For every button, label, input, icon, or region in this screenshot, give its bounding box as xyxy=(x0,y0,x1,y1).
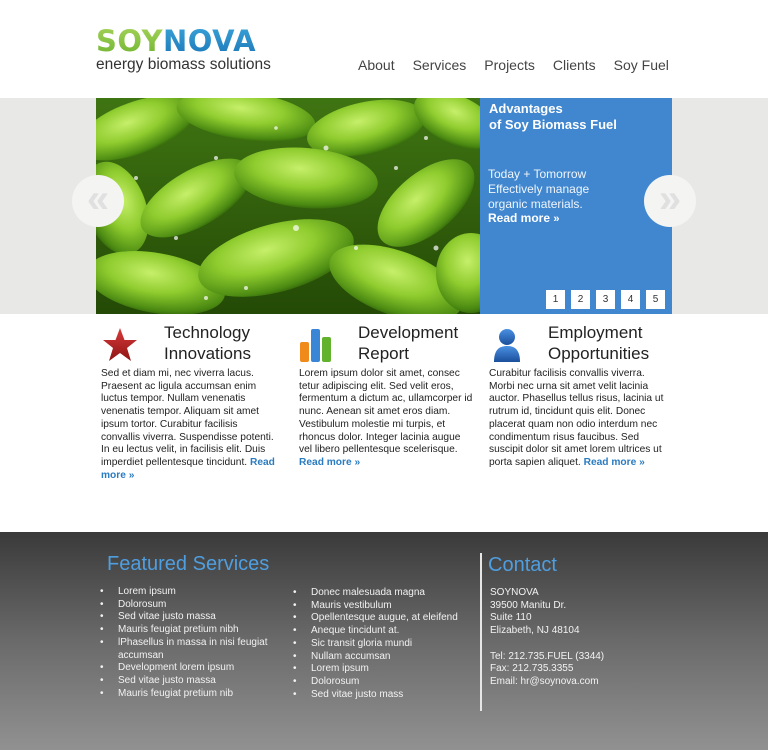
slide-page-4[interactable]: 4 xyxy=(621,290,640,309)
slide-page-1[interactable]: 1 xyxy=(546,290,565,309)
contact-title: Contact xyxy=(488,554,557,576)
person-icon xyxy=(489,326,527,364)
contact-fax: Fax: 212.735.3355 xyxy=(490,663,574,675)
bar-chart-icon xyxy=(299,326,337,364)
service-link[interactable]: • Donec malesuada magna xyxy=(293,587,483,600)
nav-link-about[interactable]: About xyxy=(358,57,395,73)
logo[interactable] xyxy=(96,26,286,74)
services-list-1 xyxy=(100,586,290,700)
footer-divider xyxy=(480,553,482,711)
service-link[interactable]: • Mauris vestibulum xyxy=(293,600,483,613)
service-link[interactable]: • Sic transit gloria mundi xyxy=(293,638,483,651)
feature-read-more-link[interactable]: Read more » xyxy=(299,456,361,468)
slide-pager xyxy=(546,290,671,309)
feature-title: Technology Innovations xyxy=(164,323,251,363)
feature-read-more-link[interactable]: Read more » xyxy=(583,456,645,468)
contact-suite: Suite 110 xyxy=(490,612,532,624)
logo-wordmark: SOYNOVA xyxy=(96,24,257,58)
service-link[interactable]: • Dolorosum xyxy=(293,676,483,689)
feature-text: Curabitur facilisis convallis viverra. Morbi nec urna sit amet velit lacinia auctor. Phasellus tellus risus, lacinia ut rutrum id, tincidunt quis elit. Donec placerat quam non odio interdum nec condimentum risus faucibus. Sed suscipit dolor sit amet lorem ultrices ut porta sapien aliquet. Read more » xyxy=(489,368,664,468)
slider-prev-arrow-icon[interactable]: « xyxy=(72,175,124,227)
contact-company: SOYNOVA xyxy=(490,587,539,598)
logo-tagline: energy biomass solutions xyxy=(96,56,271,73)
slide-caption-panel xyxy=(480,98,672,314)
contact-city: Elizabeth, NJ 48104 xyxy=(490,625,580,637)
service-link[interactable]: • Opellentesque augue, at eleifend xyxy=(293,612,483,625)
service-link[interactable]: • Lorem ipsum xyxy=(293,663,483,676)
nav-link-services[interactable]: Services xyxy=(412,57,467,73)
service-link[interactable]: • Dolorosum xyxy=(100,599,290,612)
service-link[interactable]: • Mauris feugiat pretium nibh xyxy=(100,624,290,637)
service-link[interactable]: • Development lorem ipsum xyxy=(100,662,290,675)
service-link[interactable]: • Sed vitae justo massa xyxy=(100,611,290,624)
main-nav xyxy=(358,57,687,73)
contact-tel: Tel: 212.735.FUEL (3344) xyxy=(490,650,605,662)
service-link[interactable]: • Sed vitae justo mass xyxy=(293,689,483,702)
contact-info xyxy=(490,587,604,689)
services-list-2 xyxy=(293,587,483,701)
feature-text: Sed et diam mi, nec viverra lacus. Praesent ac ligula accumsan enim luctus tempor. Nullam venenatis venenatis tempor. Aliquam sit amet ipsum tortor. Curabitur facilisis convallis viverra. Suspendisse potenti. In eu lectus velit, in facilisis elit. Duis imperdiet pellentesque tincidunt. Read more » xyxy=(101,368,275,481)
soybean-photo xyxy=(96,98,480,314)
star-icon xyxy=(101,326,139,364)
contact-email[interactable]: Email: hr@soynova.com xyxy=(490,675,599,687)
slide-page-3[interactable]: 3 xyxy=(596,290,615,309)
slide-read-more-link[interactable]: Read more » xyxy=(488,211,560,225)
service-link[interactable]: • Mauris feugiat pretium nib xyxy=(100,688,290,701)
nav-link-projects[interactable]: Projects xyxy=(484,57,535,73)
slide-title: Advantages of Soy Biomass Fuel xyxy=(489,101,617,132)
contact-spacer xyxy=(490,638,604,651)
feature-text: Lorem ipsum dolor sit amet, consec tetur adipiscing elit. Sed velit eros, fermentum a dictum ac, ullamcorper id nunc. Aenean sit amet eros diam. Vestibulum molestie mi turpis, et rhoncus dolor. Integer lacinia augue vel libero pellentesque scelerisque. Read more » xyxy=(299,368,473,468)
feature-read-more-link[interactable]: Read more » xyxy=(101,456,275,481)
slide-page-2[interactable]: 2 xyxy=(571,290,590,309)
contact-street: 39500 Manitu Dr. xyxy=(490,599,567,611)
slide-image-soybeans xyxy=(96,98,480,314)
service-link[interactable]: • Sed vitae justo massa xyxy=(100,675,290,688)
nav-link-soy-fuel[interactable]: Soy Fuel xyxy=(613,57,669,73)
feature-title: Employment Opportunities xyxy=(548,323,650,363)
slide-page-5[interactable]: 5 xyxy=(646,290,665,309)
service-link[interactable]: • Lorem ipsum xyxy=(100,586,290,599)
feature-title: Development Report xyxy=(358,323,459,363)
service-link[interactable]: • lPhasellus in massa in nisi feugiat accumsan xyxy=(100,637,280,662)
featured-services-title: Featured Services xyxy=(107,553,270,575)
slide-text: Today + Tomorrow Effectively manage organic materials. xyxy=(488,167,590,211)
nav-link-clients[interactable]: Clients xyxy=(552,57,596,73)
service-link[interactable]: • Nullam accumsan xyxy=(293,651,483,664)
slider-next-arrow-icon[interactable]: » xyxy=(644,175,696,227)
service-link[interactable]: • Aneque tincidunt at. xyxy=(293,625,483,638)
